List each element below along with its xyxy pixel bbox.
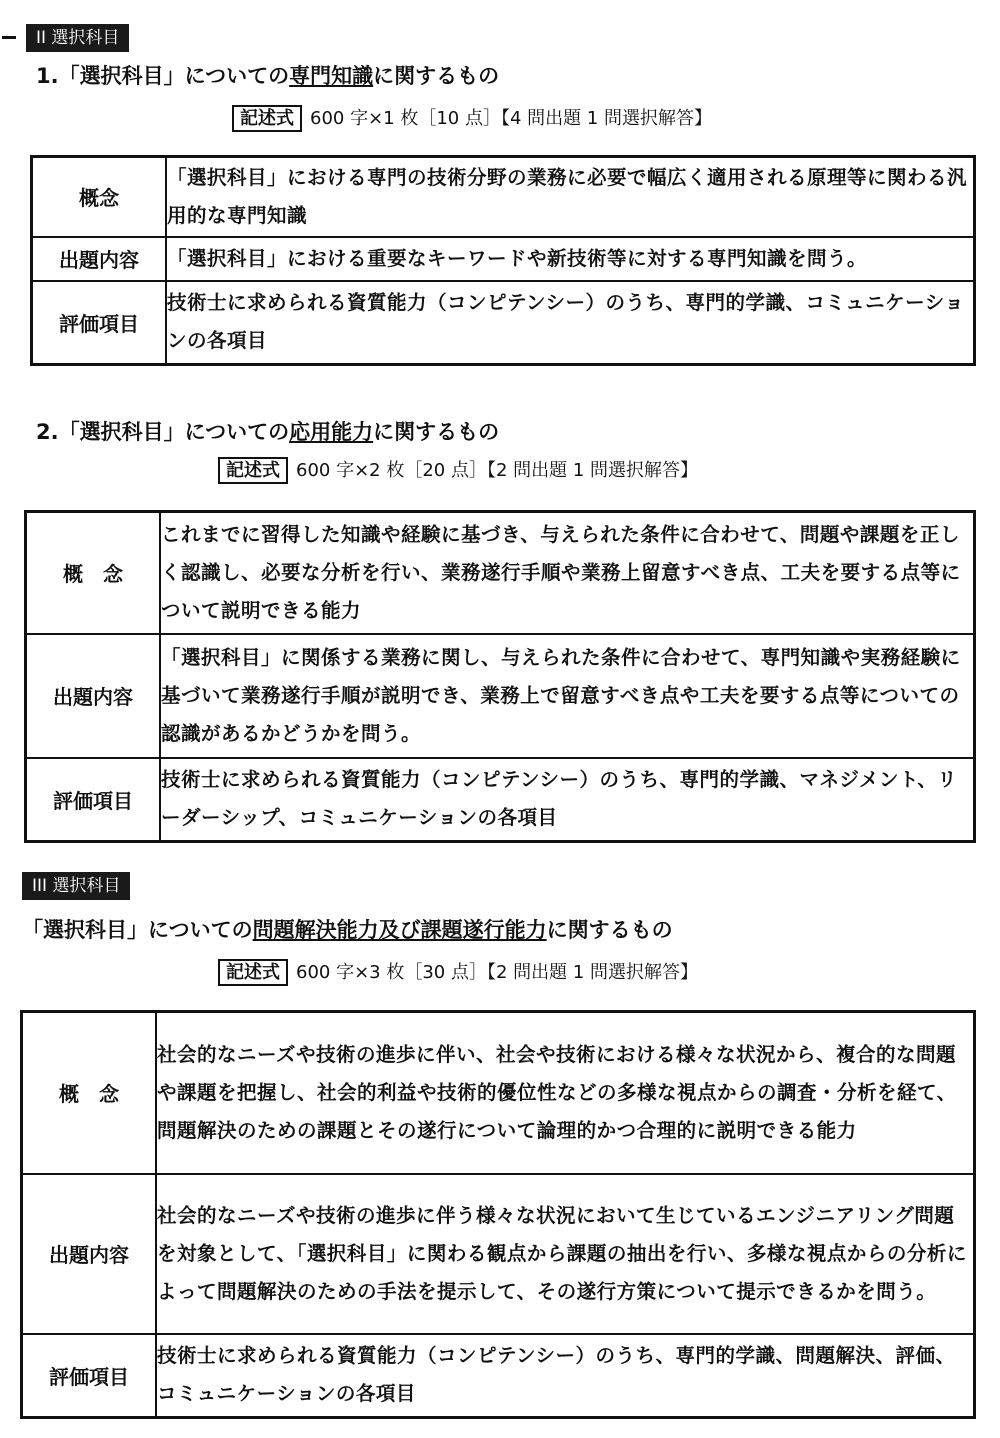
item-3-format [218, 958, 698, 984]
row-label: 評価項目 [32, 281, 167, 365]
section-header-iii: III 選択科目 [22, 872, 130, 900]
row-text: 「選択科目」における専門の技術分野の業務に必要で幅広く適用される原理等に関わる汎用的な専門知識 [166, 157, 975, 237]
item-2-prefix: 2.「選択科目」についての [36, 420, 290, 444]
row-text: 技術士に求められる資質能力（コンピテンシー）のうち、専門的学識、マネジメント、リーダーシップ、コミュニケーションの各項目 [160, 758, 975, 842]
row-label: 評価項目 [26, 758, 161, 842]
format-detail: 600 字×1 枚［10 点］【4 問出題 1 問選択解答】 [310, 108, 713, 129]
item-3-keyword: 問題解決能力及び課題遂行能力 [252, 918, 547, 942]
row-text: 「選択科目」における重要なキーワードや新技術等に対する専門知識を問う。 [166, 237, 975, 281]
item-2-title [36, 416, 499, 446]
item-3-suffix: に関するもの [546, 918, 673, 942]
table-row [32, 157, 975, 237]
scan-mark [2, 36, 16, 39]
item-3-title [22, 914, 673, 944]
table-row [26, 512, 975, 634]
format-tag: 記述式 [218, 457, 288, 484]
item-2-suffix: に関するもの [373, 420, 500, 444]
table-row [32, 281, 975, 365]
item-3-prefix: 「選択科目」についての [22, 918, 253, 942]
row-text: 社会的なニーズや技術の進歩に伴う様々な状況において生じているエンジニアリング問題を対象として、「選択科目」に関わる観点から課題の抽出を行い、多様な視点からの分析によって問題解決のための手法を提示して、その遂行方策について提示できるかを問う。 [156, 1174, 975, 1334]
spec-table-3 [20, 1010, 976, 1419]
spec-table-2 [24, 510, 976, 843]
row-label: 出題内容 [32, 237, 167, 281]
item-1-suffix: に関するもの [373, 64, 500, 88]
table-row [32, 237, 975, 281]
item-1-keyword: 専門知識 [289, 64, 374, 88]
item-2-keyword: 応用能力 [289, 420, 374, 444]
table-row [22, 1012, 975, 1174]
row-text: 「選択科目」に関係する業務に関し、与えられた条件に合わせて、専門知識や実務経験に基づいて業務遂行手順が説明でき、業務上で留意すべき点や工夫を要する点等についての認識があるかどうかを問う。 [160, 634, 975, 758]
item-2-format [218, 456, 698, 482]
row-label: 概念 [32, 157, 167, 237]
row-text: 技術士に求められる資質能力（コンピテンシー）のうち、専門的学識、問題解決、評価、コミュニケーションの各項目 [156, 1334, 975, 1418]
table-row [22, 1334, 975, 1418]
format-detail: 600 字×2 枚［20 点］【2 問出題 1 問選択解答】 [296, 460, 699, 481]
format-detail: 600 字×3 枚［30 点］【2 問出題 1 問選択解答】 [296, 962, 699, 983]
row-label: 評価項目 [22, 1334, 157, 1418]
row-text: 技術士に求められる資質能力（コンピテンシー）のうち、専門的学識、コミュニケーションの各項目 [166, 281, 975, 365]
row-label: 出題内容 [22, 1174, 157, 1334]
spec-table-1 [30, 155, 976, 366]
row-label: 出題内容 [26, 634, 161, 758]
format-tag: 記述式 [218, 959, 288, 986]
row-label: 概 念 [26, 512, 161, 634]
table-row [22, 1174, 975, 1334]
item-1-format [232, 104, 712, 130]
row-label: 概 念 [22, 1012, 157, 1174]
table-row [26, 634, 975, 758]
row-text: 社会的なニーズや技術の進歩に伴い、社会や技術における様々な状況から、複合的な問題や課題を把握し、社会的利益や技術的優位性などの多様な視点からの調査・分析を経て、問題解決のための課題とその遂行について論理的かつ合理的に説明できる能力 [156, 1012, 975, 1174]
row-text: これまでに習得した知識や経験に基づき、与えられた条件に合わせて、問題や課題を正しく認識し、必要な分析を行い、業務遂行手順や業務上留意すべき点、工夫を要する点等について説明できる能力 [160, 512, 975, 634]
format-tag: 記述式 [232, 105, 302, 132]
item-1-prefix: 1.「選択科目」についての [36, 64, 290, 88]
table-row [26, 758, 975, 842]
item-1-title [36, 60, 499, 90]
section-header-ii: II 選択科目 [26, 24, 129, 52]
